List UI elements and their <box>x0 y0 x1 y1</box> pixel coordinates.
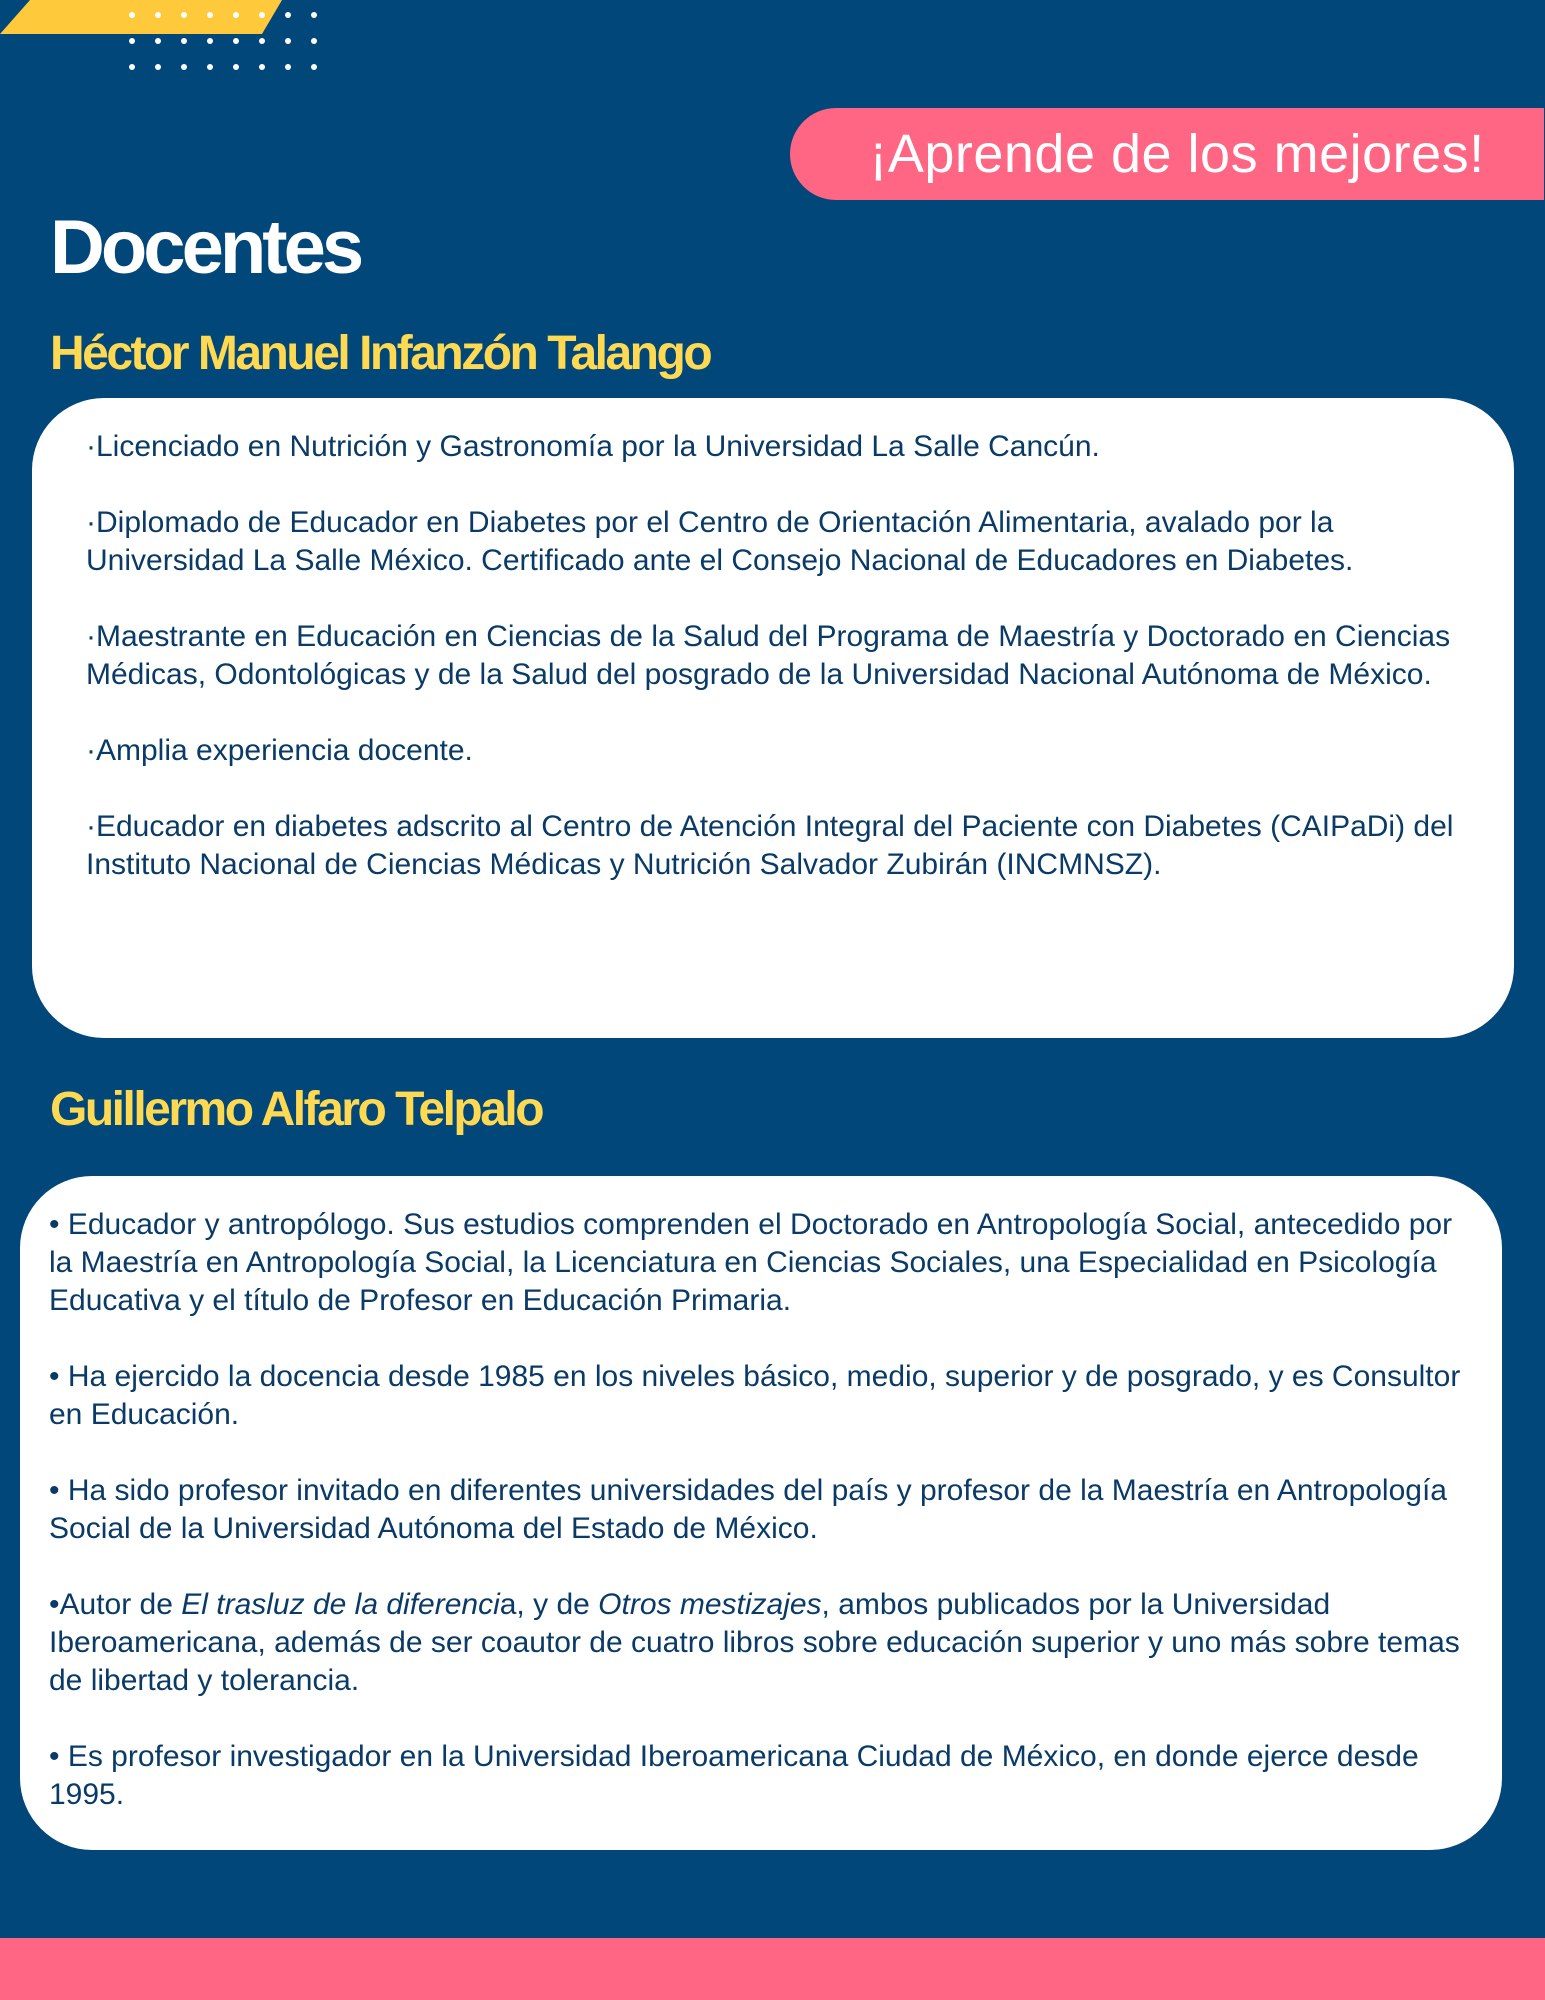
page-title: Docentes <box>50 205 361 290</box>
bio-item: • Ha sido profesor invitado en diferentes universidades del país y profesor de la Maestría en Antropología Social de la Universidad Autónoma del Estado de México. <box>49 1474 1447 1545</box>
teacher-bio-card-2 <box>20 1176 1502 1850</box>
author-mid: a, y de <box>499 1588 599 1621</box>
teacher-name-1: Héctor Manuel Infanzón Talango <box>50 327 711 380</box>
bio-item: ·Amplia experiencia docente. <box>86 734 473 767</box>
tagline-badge: ¡Aprende de los mejores! <box>790 108 1544 200</box>
bio-item: ·Educador en diabetes adscrito al Centro de Atención Integral del Paciente con Diabetes (CAIPaDi) del Instituto Nacional de Ciencias Médicas y Nutrición Salvador Zubirán (INCMNSZ). <box>86 810 1454 881</box>
bio-item: ·Diplomado de Educador en Diabetes por el Centro de Orientación Alimentaria, avalado por la Universidad La Salle México. Certificado ante el Consejo Nacional de Educadores en Diabetes. <box>86 506 1354 577</box>
book-title-1: El trasluz de la diferenci <box>181 1588 500 1621</box>
bio-item: • Ha ejercido la docencia desde 1985 en los niveles básico, medio, superior y de posgrado, y es Consultor en Educación. <box>49 1360 1461 1431</box>
bio-item: ·Maestrante en Educación en Ciencias de la Salud del Programa de Maestría y Doctorado en Ciencias Médicas, Odontológicas y de la Salud del posgrado de la Universidad Nacional Autónoma de México. <box>86 620 1451 691</box>
bio-item: • Es profesor investigador en la Universidad Iberoamericana Ciudad de México, en donde ejerce desde 1995. <box>49 1740 1419 1811</box>
bio-item-author <box>49 1586 1462 1700</box>
teacher-name-2: Guillermo Alfaro Telpalo <box>50 1083 543 1136</box>
book-title-2: Otros mestizajes <box>598 1588 822 1621</box>
footer-bar <box>0 1938 1545 2000</box>
author-prefix: •Autor de <box>49 1588 182 1621</box>
bio-item: ·Licenciado en Nutrición y Gastronomía por la Universidad La Salle Cancún. <box>86 430 1100 463</box>
author-suffix: , ambos publicados por la Universidad Iberoamericana, además de ser coautor de cuatro libros sobre educación superior y uno más sobre temas de libertad y tolerancia. <box>49 1588 1460 1697</box>
bio-item: • Educador y antropólogo. Sus estudios comprenden el Doctorado en Antropología Social, antecedido por la Maestría en Antropología Social, la Licenciatura en Ciencias Sociales, una Especialidad en Psicología Educativa y el título de Profesor en Educación Primaria. <box>49 1208 1453 1317</box>
teacher-bio-card-1 <box>32 398 1514 1038</box>
decorative-dot-grid <box>127 8 327 72</box>
